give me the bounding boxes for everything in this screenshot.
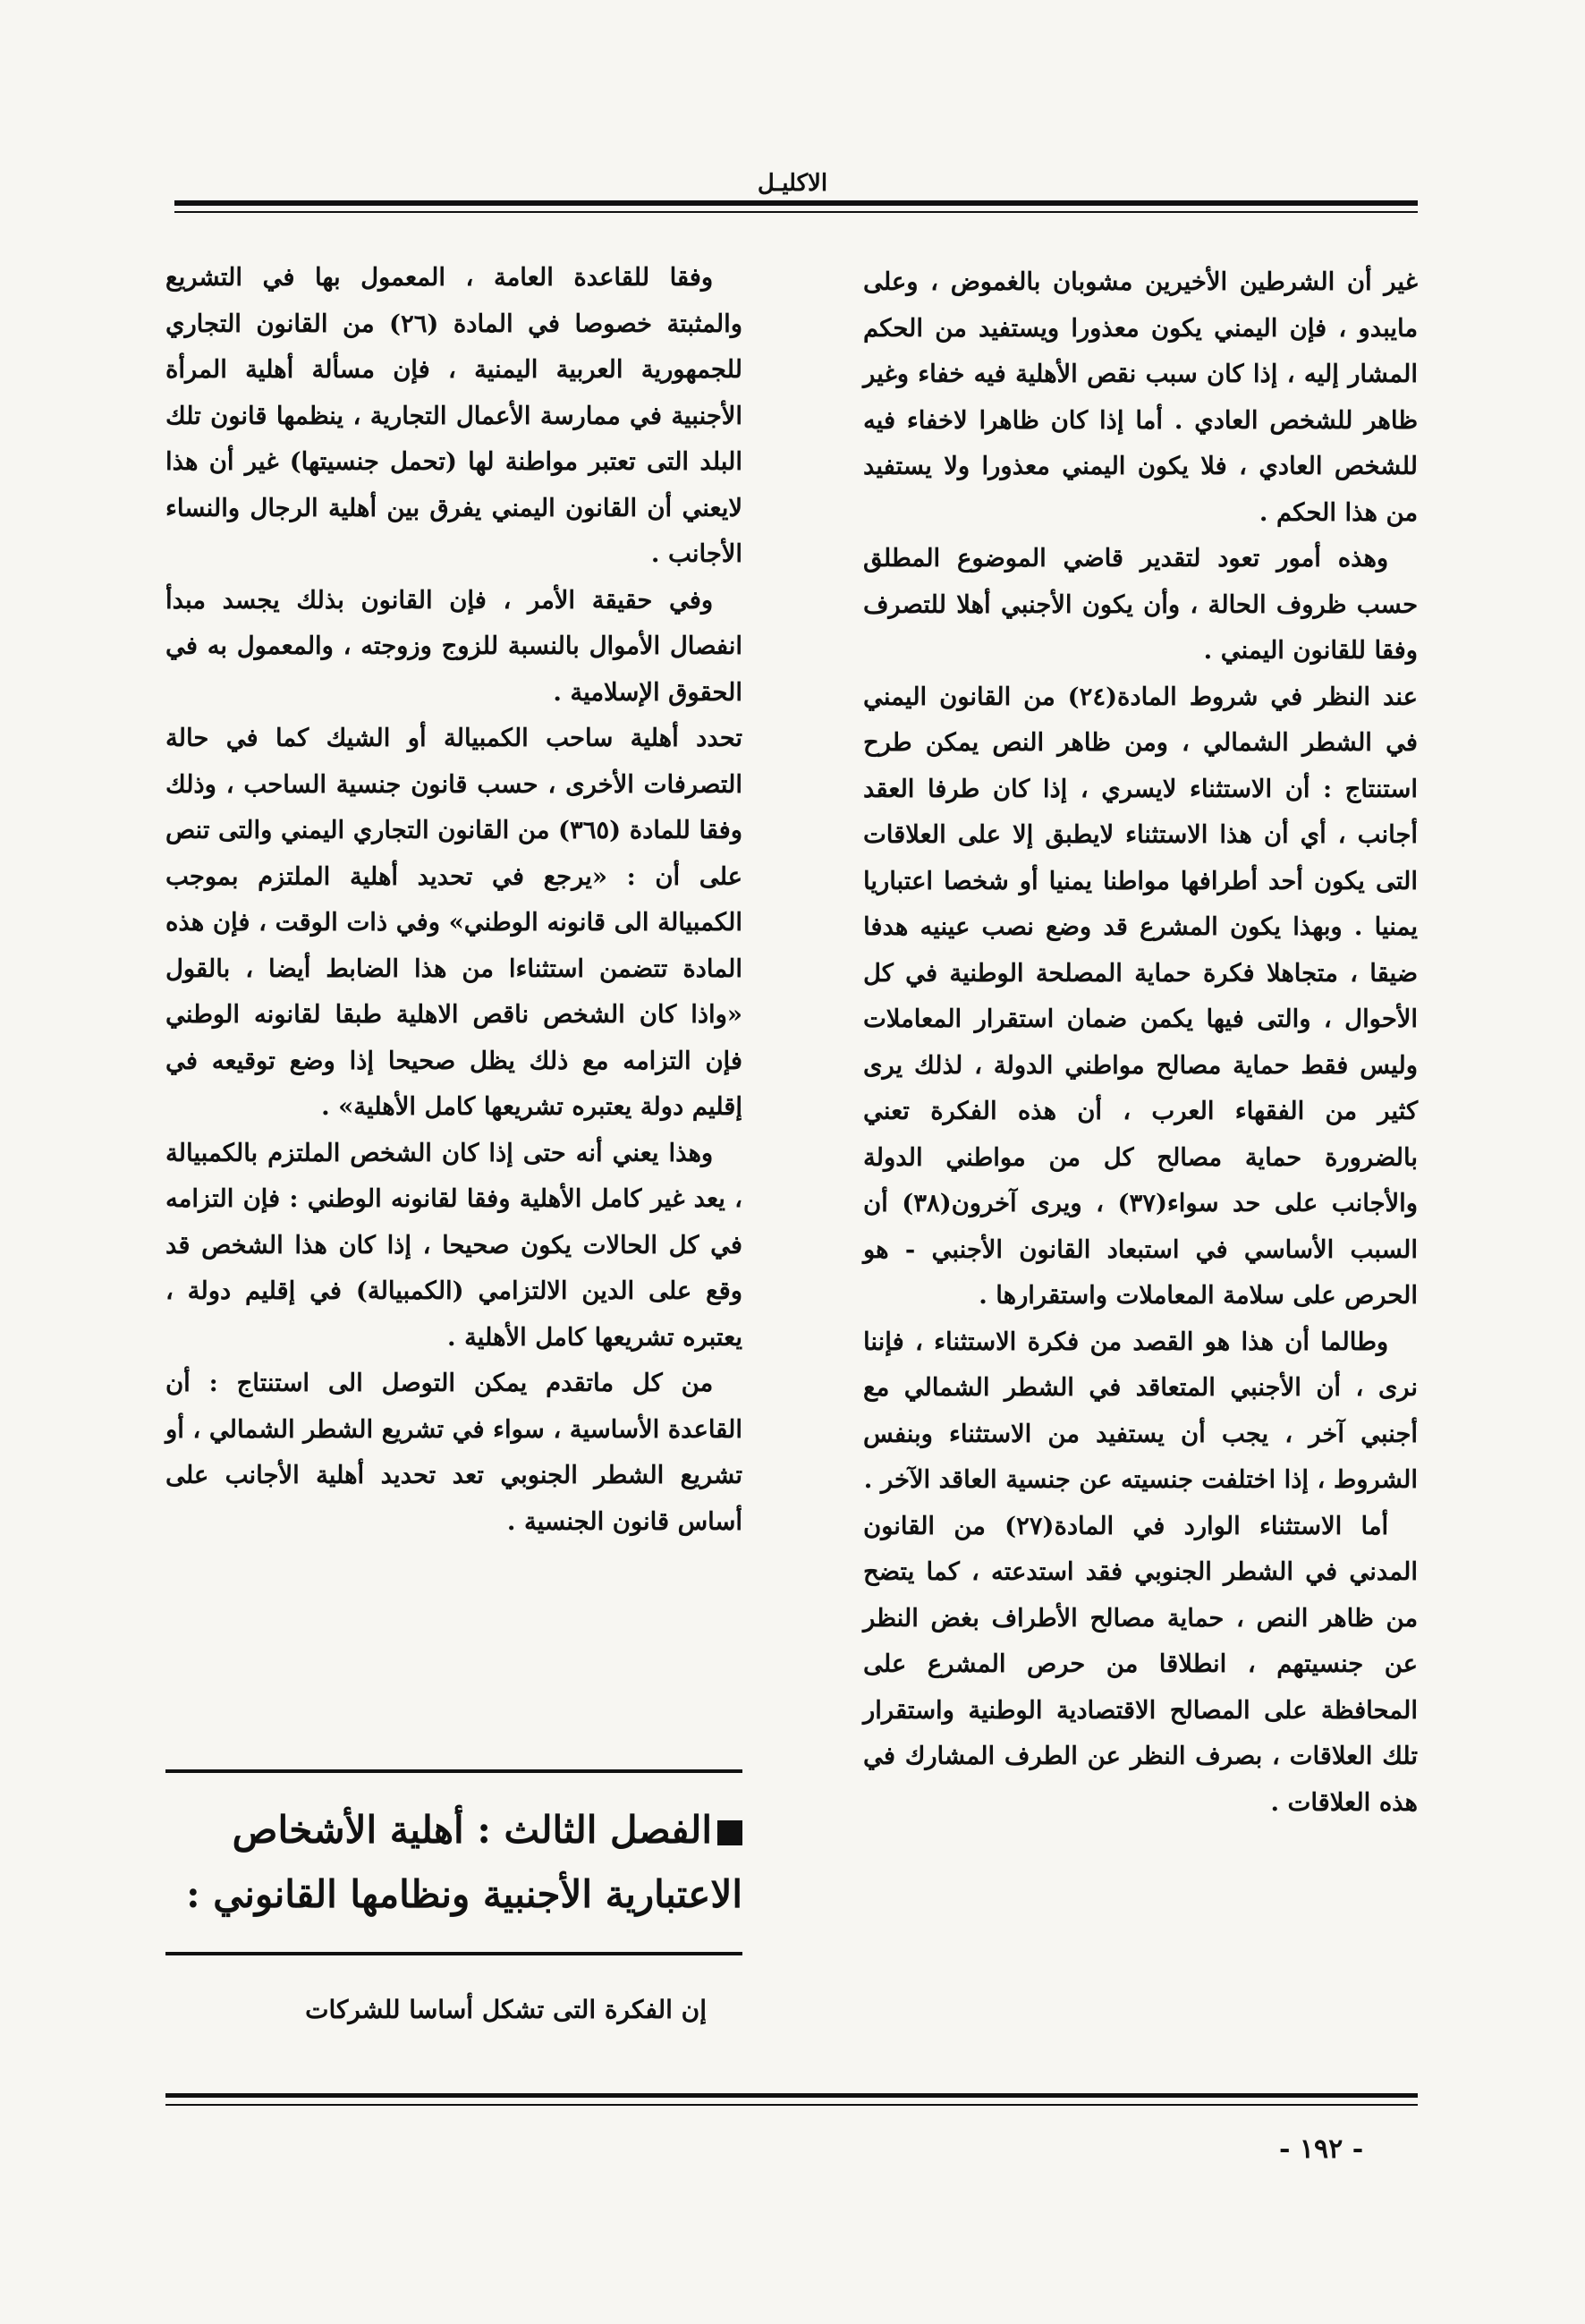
chapter-intro: إن الفكرة التى تشكل أساسا للشركات xyxy=(305,1995,707,2024)
paragraph: من كل ماتقدم يمكن التوصل الى استنتاج : أن القاعدة الأساسية ، سواء في تشريع الشطر الشمالي ، أو تشريع الشطر الجنوبي تعد تحديد أهلية الأجانب على أساس قانون الجنسية . xyxy=(165,1369,742,1536)
chapter-rule xyxy=(165,1952,742,1955)
square-bullet-icon xyxy=(717,1820,742,1845)
paragraph: غير أن الشرطين الأخيرين مشوبان بالغموض ، وعلى مايبدو ، فإن اليمني يكون معذورا ويستفيد من الحكم المشار إليه ، إذا كان سبب نقص الأهلية فيه خفاء وغير ظاهر للشخص العادي . أما إذا كان ظاهرا لاخفاء فيه للشخص العادي ، فلا يكون اليمني معذورا ولا يستفيد من هذا الحكم . xyxy=(863,267,1418,527)
paragraph: عند النظر في شروط المادة(٢٤) من القانون اليمني في الشطر الشمالي ، ومن ظاهر النص يمكن طرح استنتاج : أن الاستثناء لايسري ، إذا كان طرفا العقد أجانب ، أي أن هذا الاستثناء لايطبق إلا على العلاقات التى يكون أحد أطرافها مواطنا يمنيا أو شخصا اعتباريا يمنيا . وبهذا يكون المشرع قد وضع نصب عينيه هدفا ضيقا ، متجاهلا فكرة حماية المصلحة الوطنية في كل الأحوال ، والتى فيها يكمن ضمان استقرار المعاملات وليس فقط حماية مصالح مواطني الدولة ، لذلك يرى كثير من الفقهاء العرب ، أن هذه الفكرة تعني بالضرورة حماية مصالح كل من مواطني الدولة والأجانب على حد سواء(٣٧) ، ويرى آخرون(٣٨) أن السبب الأساسي في استبعاد القانون الأجنبي - هو الحرص على سلامة المعاملات واستقرارها . xyxy=(863,682,1418,1310)
footer-rule-thin xyxy=(165,2104,1418,2106)
chapter-heading xyxy=(165,1798,742,1927)
paragraph: وطالما أن هذا هو القصد من فكرة الاستثناء ، فإننا نرى ، أن الأجنبي المتعاقد في الشطر الشمالي مع أجنبي آخر ، يجب أن يستفيد من الاستثناء وبنفس الشروط ، إذا اختلفت جنسيته عن جنسية العاقد الآخر . xyxy=(863,1327,1418,1494)
header-rule-thin xyxy=(174,211,1418,213)
header-rule-thick xyxy=(174,200,1418,206)
paragraph: وفقا للقاعدة العامة ، المعمول بها في التشريع والمثبتة خصوصا في المادة (٢٦) من القانون التجاري للجمهورية العربية اليمنية ، فإن مسألة أهلية المرأة الأجنبية في ممارسة الأعمال التجارية ، ينظمها قانون تلك البلد التى تعتبر مواطنة لها (تحمل جنسيتها) غير أن هذا لايعني أن القانون اليمني يفرق بين أهلية الرجال والنساء الأجانب . xyxy=(165,263,742,568)
paragraph: وهذه أمور تعود لتقدير قاضي الموضوع المطلق حسب ظروف الحالة ، وأن يكون الأجنبي أهلا للتصرف وفقا للقانون اليمني . xyxy=(863,544,1418,665)
chapter-title: الفصل الثالث : أهلية الأشخاص الاعتبارية الأجنبية ونظامها القانوني : xyxy=(186,1808,742,1916)
paragraph: أما الاستثناء الوارد في المادة(٢٧) من القانون المدني في الشطر الجنوبي فقد استدعته ، كما يتضح من ظاهر النص ، حماية مصالح الأطراف بغض النظر عن جنسيتهم ، انطلاقا من حرص المشرع على المحافظة على المصالح الاقتصادية الوطنية واستقرار تلك العلاقات ، بصرف النظر عن الطرف المشارك في هذه العلاقات . xyxy=(863,1511,1418,1817)
paragraph: تحدد أهلية ساحب الكمبيالة أو الشيك كما في حالة التصرفات الأخرى ، حسب قانون جنسية الساحب ، وذلك وفقا للمادة (٣٦٥) من القانون التجاري اليمني والتى تنص على أن : «يرجع في تحديد أهلية الملتزم بموجب الكمبيالة الى قانونه الوطني» وفي ذات الوقت ، فإن هذه المادة تتضمن استثناءا من هذا الضابط أيضا ، بالقول «واذا كان الشخص ناقص الاهلية طبقا لقانونه الوطني فإن التزامه مع ذلك يظل صحيحا إذا وضع توقيعه في إقليم دولة يعتبره تشريعها كامل الأهلية» . xyxy=(165,724,742,1121)
paragraph: وهذا يعني أنه حتى إذا كان الشخص الملتزم بالكمبيالة ، يعد غير كامل الأهلية وفقا لقانونه الوطني : فإن التزامه في كل الحالات يكون صحيحا ، إذا كان هذا الشخص قد وقع على الدين الالتزامي (الكمبيالة) في إقليم دولة ، يعتبره تشريعها كامل الأهلية . xyxy=(165,1138,742,1352)
right-column xyxy=(863,259,1418,1826)
page-number: - ١٩٢ - xyxy=(1279,2133,1364,2165)
left-column xyxy=(165,255,742,1545)
footer-rule-thick xyxy=(165,2093,1418,2098)
paragraph: وفي حقيقة الأمر ، فإن القانون بذلك يجسد مبدأ انفصال الأموال بالنسبة للزوج وزوجته ، والمعمول به في الحقوق الإسلامية . xyxy=(165,585,742,707)
section-rule xyxy=(165,1769,742,1773)
running-header: الاكليـل xyxy=(757,170,828,197)
